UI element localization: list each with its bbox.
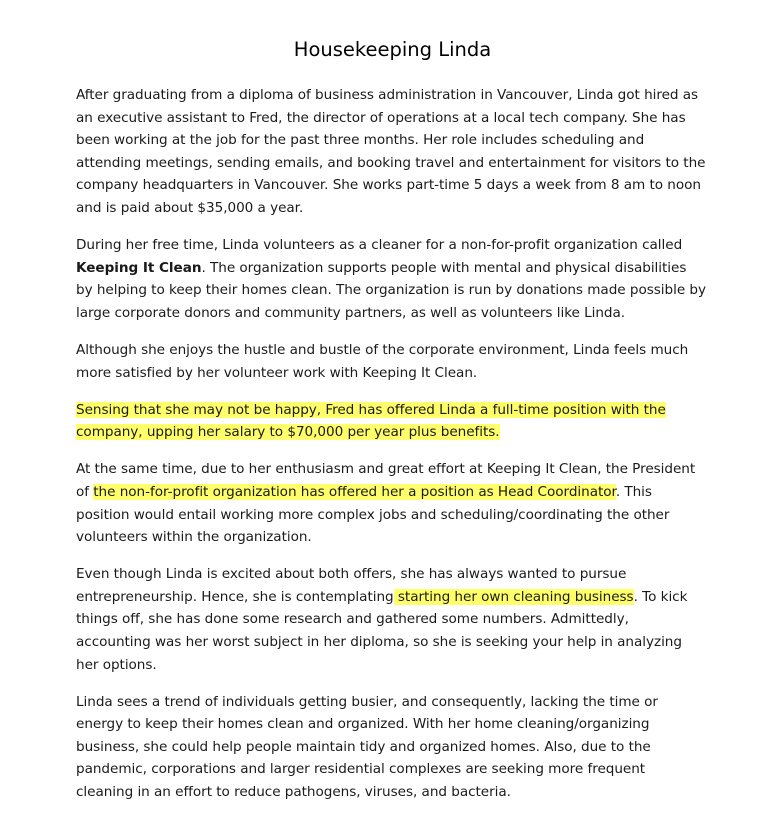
paragraph-volunteer-text-end: . The organization supports people with mental and physical disabilities by helping to keep their homes clean. The organization is run by donations made possible by large corporate donors and community partners, as well as volunteers like Linda. (76, 259, 706, 321)
document-title: Housekeeping Linda (293, 38, 492, 61)
paragraph-market-trend: Linda sees a trend of individuals getting busier, and consequently, lacking the time or energy to keep their homes clean and organized. With her home cleaning/organizing business, she could help people maintain tidy and organized homes. Also, due to the pandemic, corporations and larger residential complexes are seeking more frequent cleaning in an effort to reduce pathogens, viruses, and bacteria. (76, 693, 658, 801)
highlighted-cleaning-business: starting her own cleaning business (393, 588, 634, 605)
highlighted-fred-offer: Sensing that she may not be happy, Fred has offered Linda a full-time position with the company, upping her salary to $70,000 per year plus benefits. (76, 401, 666, 441)
document-page (76, 38, 706, 818)
paragraph-entrepreneurship-text-end: . To kick things off, she has done some research and gathered some numbers. Admittedly, accounting was her worst subject in her diploma, so she is seeking your help in analyzing her options. (76, 588, 688, 673)
paragraph-fred-offer (76, 399, 706, 444)
paragraph-volunteer (76, 234, 706, 324)
paragraph-president-text-end: . This position would entail working more complex jobs and scheduling/coordinating the other volunteers within the organization. (76, 483, 670, 546)
paragraph-president-text-start: At the same time, due to her enthusiasm and great effort at Keeping It Clean, the President of (76, 461, 696, 500)
paragraph-satisfaction: Although she enjoys the hustle and bustle of the corporate environment, Linda feels much more satisfied by her volunteer work with Keeping It Clean. (76, 341, 689, 381)
organization-name-bold: Keeping It Clean (76, 259, 202, 276)
paragraph-entrepreneurship (76, 563, 706, 676)
paragraph-entrepreneurship-text-start: Even though Linda is excited about both offers, she has always wanted to pursue entrepreneurship. Hence, she is contemplating (76, 566, 627, 605)
paragraph-volunteer-text-start: During her free time, Linda volunteers as a cleaner for a non-for-profit organization called (76, 237, 683, 254)
highlighted-head-coordinator-offer: the non-for-profit organization has offered her a position as Head Coordinator (93, 483, 616, 500)
paragraph-president-offer (76, 458, 706, 548)
paragraph-background: After graduating from a diploma of business administration in Vancouver, Linda got hired as an executive assistant to Fred, the director of operations at a local tech company. She has been working at the job for the past three months. Her role includes scheduling and attending meetings, sending emails, and booking travel and entertainment for visitors to the company headquarters in Vancouver. She works part-time 5 days a week from 8 am to noon and is paid about $35,000 a year. (76, 87, 706, 216)
